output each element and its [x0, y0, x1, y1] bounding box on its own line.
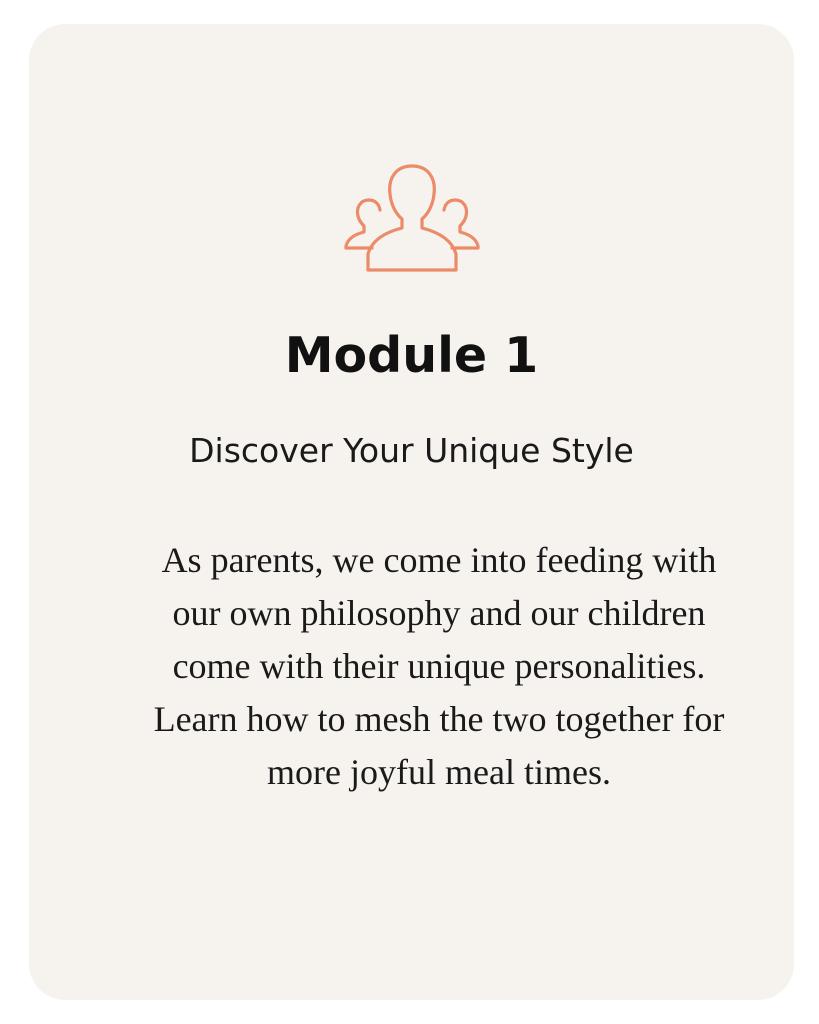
module-card — [29, 24, 794, 1000]
module-title: Module 1 — [284, 327, 539, 384]
module-description: As parents, we come into feeding with our own philosophy and our children come with their unique personalities. Learn how to mesh the two together for more joyful meal times. — [153, 540, 725, 792]
module-subtitle: Discover Your Unique Style — [189, 431, 634, 470]
group-of-people-icon — [29, 162, 794, 274]
